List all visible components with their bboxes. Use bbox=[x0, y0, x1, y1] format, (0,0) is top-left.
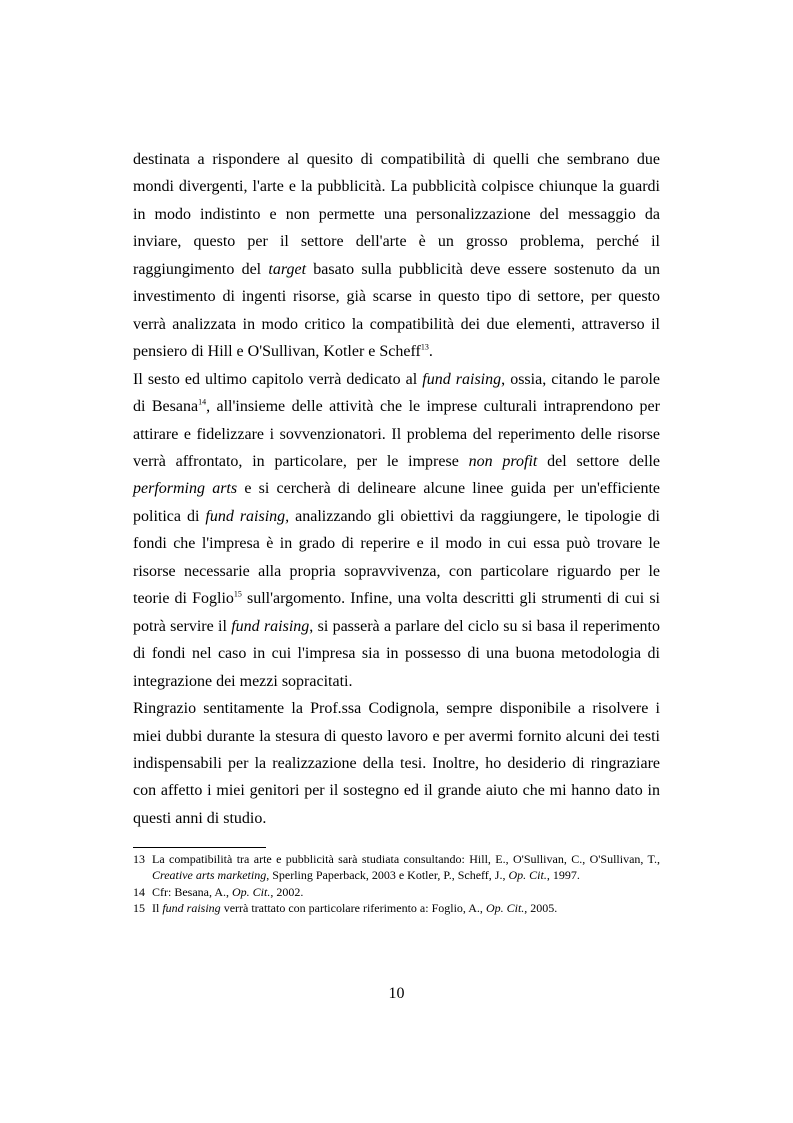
text-run: , 2002. bbox=[270, 884, 304, 899]
italic-term: fund raising bbox=[422, 370, 502, 388]
text-run: , 2005. bbox=[524, 901, 558, 916]
text-run: basato sulla pubblicità deve essere sostenuto da un investimento di ingenti risorse, già scarse in questo tipo di settore, per questo verrà analizzata in modo critico la compatibilità dei due elementi, attraverso il pensiero di Hill e O'Sullivan, Kotler e Scheff bbox=[133, 260, 661, 361]
text-run: analizzando gli obiettivi da raggiungere, le tipologie di fondi che l'impresa è in grado di reperire e il modo in cui essa può trovare le risorse necessarie alla propria sopravvivenza, con particolare riguardo per le teorie di Foglio bbox=[133, 507, 661, 608]
italic-title: Op. Cit. bbox=[232, 884, 271, 899]
text-run: verrà trattato con particolare riferimento a: Foglio, A., bbox=[220, 901, 486, 916]
text-run: , ossia, citando le parole di Besana bbox=[133, 370, 660, 416]
text-run: Cfr: Besana, A., bbox=[152, 884, 232, 899]
footnote-ref-14[interactable]: 14 bbox=[198, 397, 207, 407]
text-run: , all'insieme delle attività che le imprese culturali intraprendono per attirare e fidelizzare i sovvenzionatori. Il problema del reperimento delle risorse verrà affrontato, in particolare, per le imprese bbox=[133, 398, 660, 470]
text-run: Il sesto ed ultimo capitolo verrà dedicato al bbox=[133, 370, 423, 388]
footnote-text bbox=[152, 884, 660, 900]
text-run: La compatibilità tra arte e pubblicità sarà studiata consultando: Hill, E., O'Sullivan, C., O'Sullivan, T., bbox=[152, 852, 660, 866]
page-number: 10 bbox=[388, 985, 405, 1002]
text-run: e si cercherà di delineare alcune linee guida per un'efficiente politica di bbox=[133, 480, 660, 525]
paragraph-acknowledgements: Ringrazio sentitamente la Prof.ssa Codignola, sempre disponibile a risolvere i miei dubbi durante la stesura di questo lavoro e per avermi fornito alcuni dei testi indispensabili per la realizzazione della tesi. Inoltre, ho desiderio di ringraziare con affetto i miei genitori per il sostegno ed il grande aiuto che mi hanno dato in questi anni di studio. bbox=[133, 700, 660, 827]
text-run: . bbox=[428, 343, 433, 361]
paragraph-compatibility bbox=[133, 146, 660, 366]
italic-term: fund raising, bbox=[205, 507, 290, 525]
body-text bbox=[133, 146, 660, 832]
footnote-13 bbox=[133, 851, 660, 884]
text-run: sull'argomento. Infine, una volta descritti gli strumenti di cui si potrà servire il bbox=[133, 590, 660, 635]
footnote-ref-13[interactable]: 13 bbox=[420, 342, 429, 352]
italic-term: target bbox=[268, 260, 307, 278]
text-run: , 1997. bbox=[546, 868, 580, 883]
text-run: Il bbox=[152, 901, 163, 916]
footnote-separator bbox=[133, 847, 266, 848]
text-run: , si passerà a parlare del ciclo su si basa il reperimento di fondi nel caso in cui l'impresa sia in possesso di una buona metodologia di integrazione dei mezzi sopracitati. bbox=[133, 617, 661, 690]
footnotes bbox=[133, 851, 660, 917]
footnote-text bbox=[152, 851, 660, 884]
footnote-number: 14 bbox=[133, 884, 145, 899]
italic-term: fund raising bbox=[162, 901, 221, 916]
italic-title: Creative arts marketing bbox=[152, 868, 267, 883]
footnote-number: 15 bbox=[133, 901, 145, 916]
footnote-text bbox=[152, 900, 660, 916]
text-run: del settore delle bbox=[537, 452, 661, 470]
footnote-ref-15[interactable]: 15 bbox=[233, 589, 242, 599]
italic-title: Op. Cit. bbox=[485, 901, 525, 916]
footnote-15 bbox=[133, 900, 660, 916]
footnote-14 bbox=[133, 884, 660, 900]
text-run: destinata a rispondere al quesito di compatibilità di quelli che sembrano due mondi divergenti, l'arte e la pubblicità. La pubblicità colpisce chiunque la guardi in modo indistinto e non permette una personalizzazione del messaggio da inviare, questo per il settore dell'arte è un grosso problema, perché il raggiungimento del bbox=[133, 151, 660, 278]
text-run: , Sperling Paperback, 2003 e Kotler, P., Scheff, J., bbox=[266, 868, 509, 883]
footnote-number: 13 bbox=[133, 852, 145, 866]
italic-term: non profit bbox=[468, 452, 538, 470]
italic-term: fund raising bbox=[231, 617, 310, 635]
italic-title: Op. Cit. bbox=[508, 868, 547, 883]
italic-term: performing arts bbox=[133, 480, 238, 498]
paragraph-fund-raising bbox=[133, 366, 660, 695]
